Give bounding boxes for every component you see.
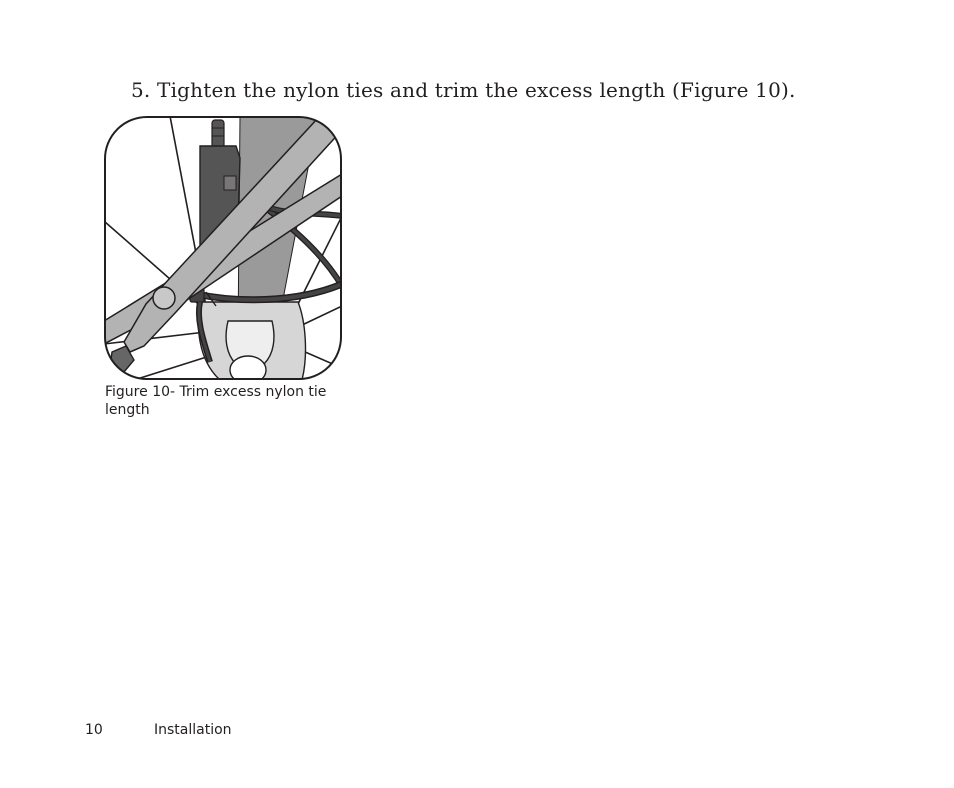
instruction-step: 5. Tighten the nylon ties and trim the excess length (Figure 10). [131,78,796,102]
footer-section-title: Installation [154,722,232,738]
scissors-trimming-tie-illustration [104,116,342,380]
figure-caption: Figure 10- Trim excess nylon tie length [105,384,327,418]
page-number: 10 [85,722,103,738]
figure-trim-nylon-tie [104,116,342,380]
wheel-hub [198,302,305,380]
